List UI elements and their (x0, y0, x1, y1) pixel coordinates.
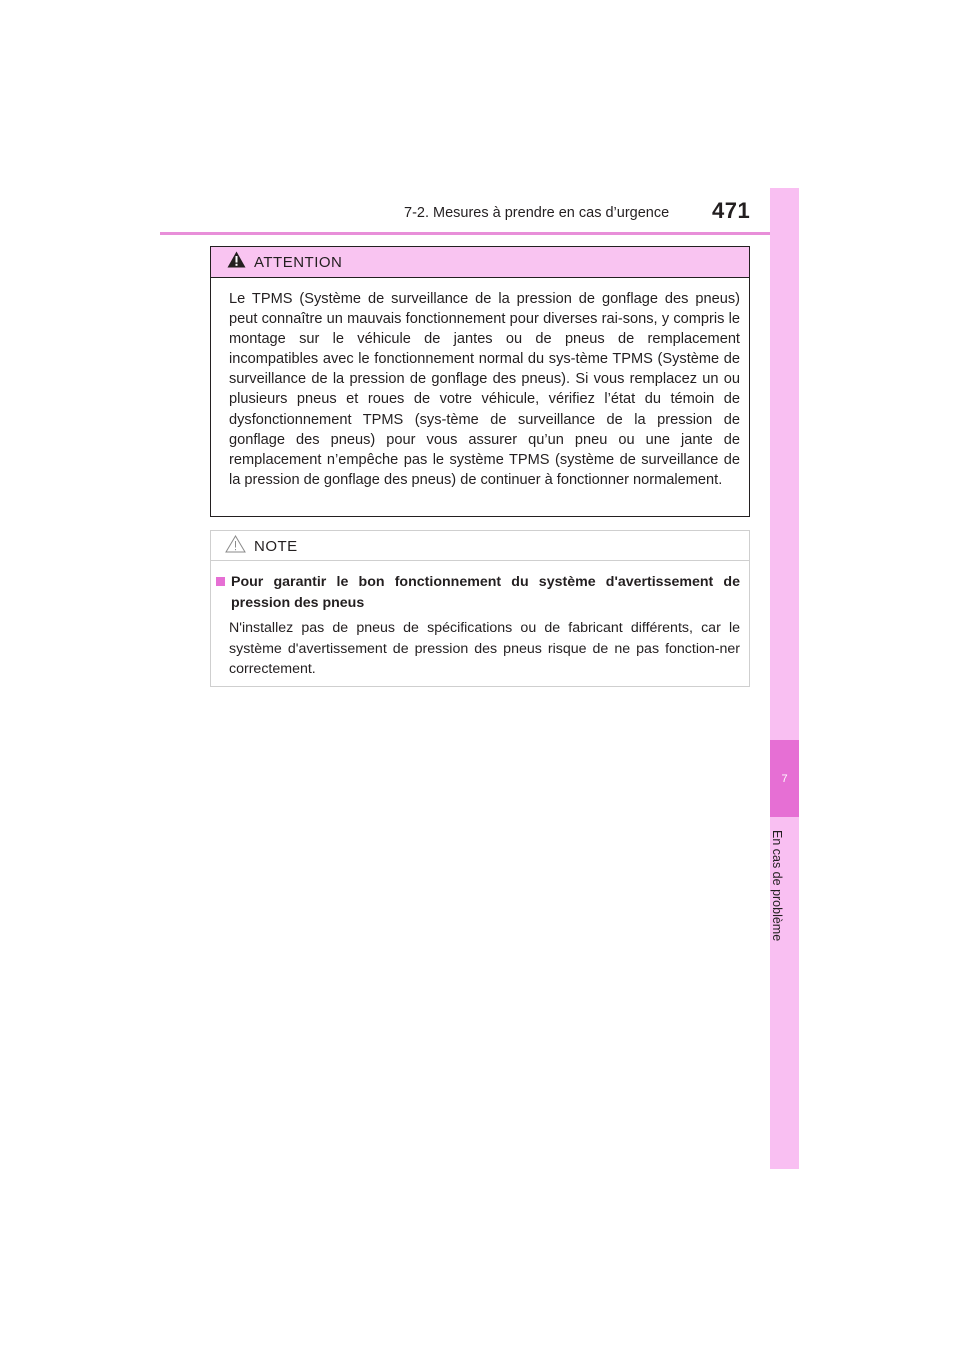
warning-triangle-icon (227, 251, 246, 273)
note-item-heading (216, 572, 740, 613)
note-box (210, 530, 750, 687)
warning-header (211, 247, 749, 278)
warning-box (210, 246, 750, 517)
warning-text: Le TPMS (Système de surveillance de la pression de gonflage des pneus) peut connaître un mauvais fonctionnement pour diverses rai-sons, y compris le montage sur le véhicule de jantes ou de pneus de remplacement incompatibles avec le fonctionnement normal du sys-tème TPMS (Système de surveillance de la pression de gonflage des pneus). Si vous remplacez un ou plusieurs pneus et roues de votre véhicule, vérifiez l’état du témoin de dysfonctionnement TPMS (sys-tème de surveillance de la pression de gonflage des pneus) pour vous assurer qu’un pneu ou une jante de remplacement n’empêche pas le système TPMS (système de surveillance de la pression de gonflage des pneus) de continuer à fonctionner normalement. (229, 291, 740, 488)
caution-triangle-outline-icon (225, 535, 246, 558)
note-body (211, 561, 749, 680)
note-header (211, 533, 749, 561)
page-number: 471 (712, 198, 751, 223)
chapter-number-tab: 7 (770, 740, 799, 817)
note-item-text: N'installez pas de pneus de spécifications ou de fabricant différents, car le système d'avertissement de pression des pneus risque de ne pas fonction-ner correctement. (229, 620, 740, 677)
section-title: 7-2. Mesures à prendre en cas d’urgence (404, 205, 670, 221)
square-bullet-icon (216, 577, 225, 586)
chapter-title-vertical: En cas de problème (770, 830, 784, 942)
note-item-title-text: Pour garantir le bon fonctionnement du système d'avertissement de pression des pneus (231, 574, 740, 611)
note-title: NOTE (254, 538, 298, 555)
chapter-side-tab (770, 188, 799, 1169)
header-divider (160, 232, 798, 235)
warning-title: ATTENTION (254, 253, 343, 271)
